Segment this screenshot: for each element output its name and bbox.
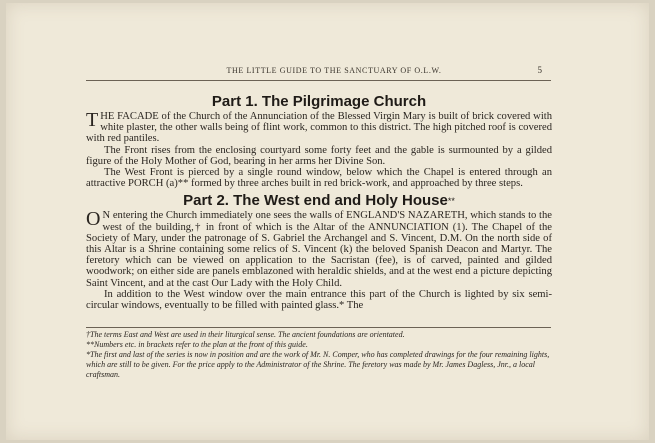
header-rule (86, 80, 551, 81)
part1-paragraph-2: The Front rises from the enclosing courtyard some forty feet and the gable is surmounted by a gilded figure of the Holy Mother of God, bearing in her arms her Divine Son. (86, 144, 552, 167)
page-number: 5 (537, 65, 542, 75)
footnote-2: **Numbers etc. in brackets refer to the plan at the front of this guide. (86, 340, 308, 349)
part1-heading (86, 93, 552, 111)
footnote-3: *The first and last of the series is now in position and are the work of Mr. N. Comper, who has completed drawings for the four remaining lights, which are still to be given. For the price apply to the Administrator of the Shrine. The feretory was made by Mr. James Dagless, Jnr., a local craftsman. (86, 350, 550, 379)
part2-heading-mark: ** (447, 196, 455, 207)
part2-paragraph-1-text: N entering the Church immediately one sees the walls of ENGLAND'S NAZARETH, which stands to the west of the building,† in front of which is the Altar of the ANNUNCIATION (1). The Chapel of the Society of Mary, under the patronage of S. Gabriel the Archangel and S. Vincent, D.M. On the north side of this Altar is a Shrine containing some relics of S. Vincent (k) the beloved Spanish Deacon and Martyr. The feretory which can be viewed on application to the Sacristan (fee), is of carved, painted and gilded woodwork; on either side are panels emblazoned with heraldic shields, and at the west end a picture depicting Saint Vincent, and at the cast Our Lady with the Holy Child. (86, 210, 552, 289)
part2-heading (86, 192, 552, 210)
part2-dropcap: O (86, 208, 101, 231)
part1-paragraph-1-text: HE FACADE of the Church of the Annunciation of the Blessed Virgin Mary is built of brick covered with white plaster, the other walls being of flint work, common to this district. The high pitched roof is covered with red pantiles. (86, 111, 552, 145)
part1-paragraph-1 (86, 111, 552, 145)
footnote-rule (86, 327, 551, 328)
part1-heading-text: Part 1. The Pilgrimage Church (211, 93, 427, 110)
part1-paragraph-3: The West Front is pierced by a single round window, below which the Chapel is entered through an attractive PORCH (a)** formed by three arches built in red brick-work, and approached by three steps. (86, 167, 552, 190)
footnote-1: †The terms East and West are used in their liturgical sense. The ancient foundations are orientated. (86, 330, 405, 339)
part2-paragraph-1 (86, 210, 552, 288)
running-title: THE LITTLE GUIDE TO THE SANCTUARY OF O.L.W. (226, 66, 442, 75)
part1-dropcap: T (86, 109, 99, 131)
footnotes (86, 330, 556, 380)
part2-heading-text: Part 2. The West end and Holy House (183, 192, 448, 210)
book-page (6, 3, 649, 440)
part2-paragraph-2: In addition to the West window over the main entrance this part of the Church is lighted by six semi-circular windows, eventually to be filled with painted glass.* The (86, 288, 552, 312)
main-text (86, 93, 552, 311)
